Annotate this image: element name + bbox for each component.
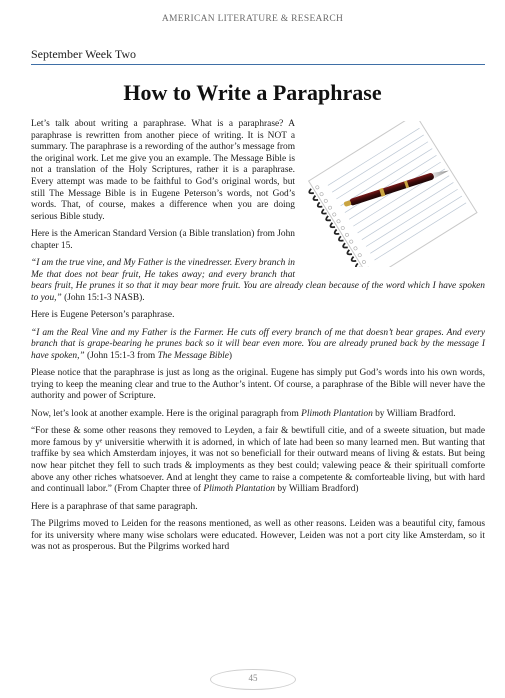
paraphrase-intro-paragraph: Here is a paraphrase of that same paragraph. [31, 501, 198, 512]
message-citation-end: ) [228, 350, 233, 361]
message-quote: “I am the Real Vine and my Father is the Farmer. He cuts off every branch of me that doesn’t bear grapes. And every branch that is grape-bearing he prunes back so it will bear even more. You are already pruned back by the message I have spoken,” [31, 327, 485, 361]
article-body [31, 119, 485, 560]
intro-paragraph: Let’s talk about writing a paraphrase. What is a paraphrase? A paraphrase is rewritten from another piece of writing. It is NOT a summary. The paraphrase is a rewording of the author’s message from the original work. Let me give you an example. The Message Bible is not a translation of the Holy Scriptures, rather it is a paraphrase. Every attempt was made to be faithful to God’s original words, but still The Message Bible is in Eugene Peterson’s words, not God’s words. That, of course, makes a difference when you are doing serious Bible study. [31, 119, 295, 222]
message-quote-paragraph [31, 328, 485, 363]
bradford-quote-paragraph [31, 426, 485, 496]
message-citation-title: The Message Bible [157, 350, 229, 361]
bradford-citation-end: by William Bradford) [274, 484, 359, 495]
bradford-quote: “For these & some other reasons they removed to Leyden, a fair & bewtifull citie, and of a sweete situation, but made more famous by yᵉ universitie wherwith it is adorned, in which of late had been so many learned men. But wanting that traffike by sea which Amsterdam injoyes, it was not so beneficiall for their outward means of living & estats. But being now hear pitchet they fell to such trads & imployments as they best could; valewing peace & their spirituall comforte above any other riches whatsoever. And at lenght they came to raise a competente & comforteable living, but with hard and continuall labor.” (From Chapter three of [31, 426, 485, 495]
page-number: 45 [248, 673, 258, 683]
notebook-pen-image [301, 121, 485, 267]
asv-citation: (John 15:1-3 NASB). [61, 292, 145, 303]
article-title: How to Write a Paraphrase [123, 80, 382, 105]
running-header: AMERICAN LITERATURE & RESEARCH [161, 14, 344, 24]
notice-paragraph: Please notice that the paraphrase is just as long as the original. Eugene has simply put God’s words into his own words, trying to keep the meaning clear and true to the Author’s intent. Of course, a paraphrase of the Bible will never have the authority and power of Scripture. [31, 368, 485, 402]
example-author: by William Bradford. [372, 408, 456, 419]
example-paragraph [31, 409, 485, 421]
paraphrase-paragraph: The Pilgrims moved to Leiden for the reasons mentioned, as well as other reasons. Leiden was a beautiful city, famous for its university where many wise scholars were educated. However, Leiden was not a port city like Amsterdam, so it was not as prosperous. But the Pilgrims worked hard [31, 518, 485, 553]
example-text: Now, let’s look at another example. Here is the original paragraph from [31, 408, 302, 419]
example-title: Plimoth Plantation [301, 408, 373, 419]
asv-quote: “I am the true vine, and My Father is the vinedresser. Every branch in Me that does not bear fruit, He takes away; and every branch that bears fruit, He prunes it so that it may bear more fruit. You are already clean because of the word which I have spoken to you,” [31, 258, 485, 303]
header-rule [31, 64, 485, 65]
message-intro-paragraph: Here is Eugene Peterson’s paraphrase. [31, 310, 175, 321]
page-footer [210, 669, 296, 690]
bradford-citation-title: Plimoth Plantation [203, 484, 275, 495]
message-citation: (John 15:1-3 from [84, 350, 158, 361]
section-heading: September Week Two [31, 47, 137, 61]
asv-intro-paragraph: Here is the American Standard Version (a Bible translation) from John chapter 15. [31, 229, 295, 251]
